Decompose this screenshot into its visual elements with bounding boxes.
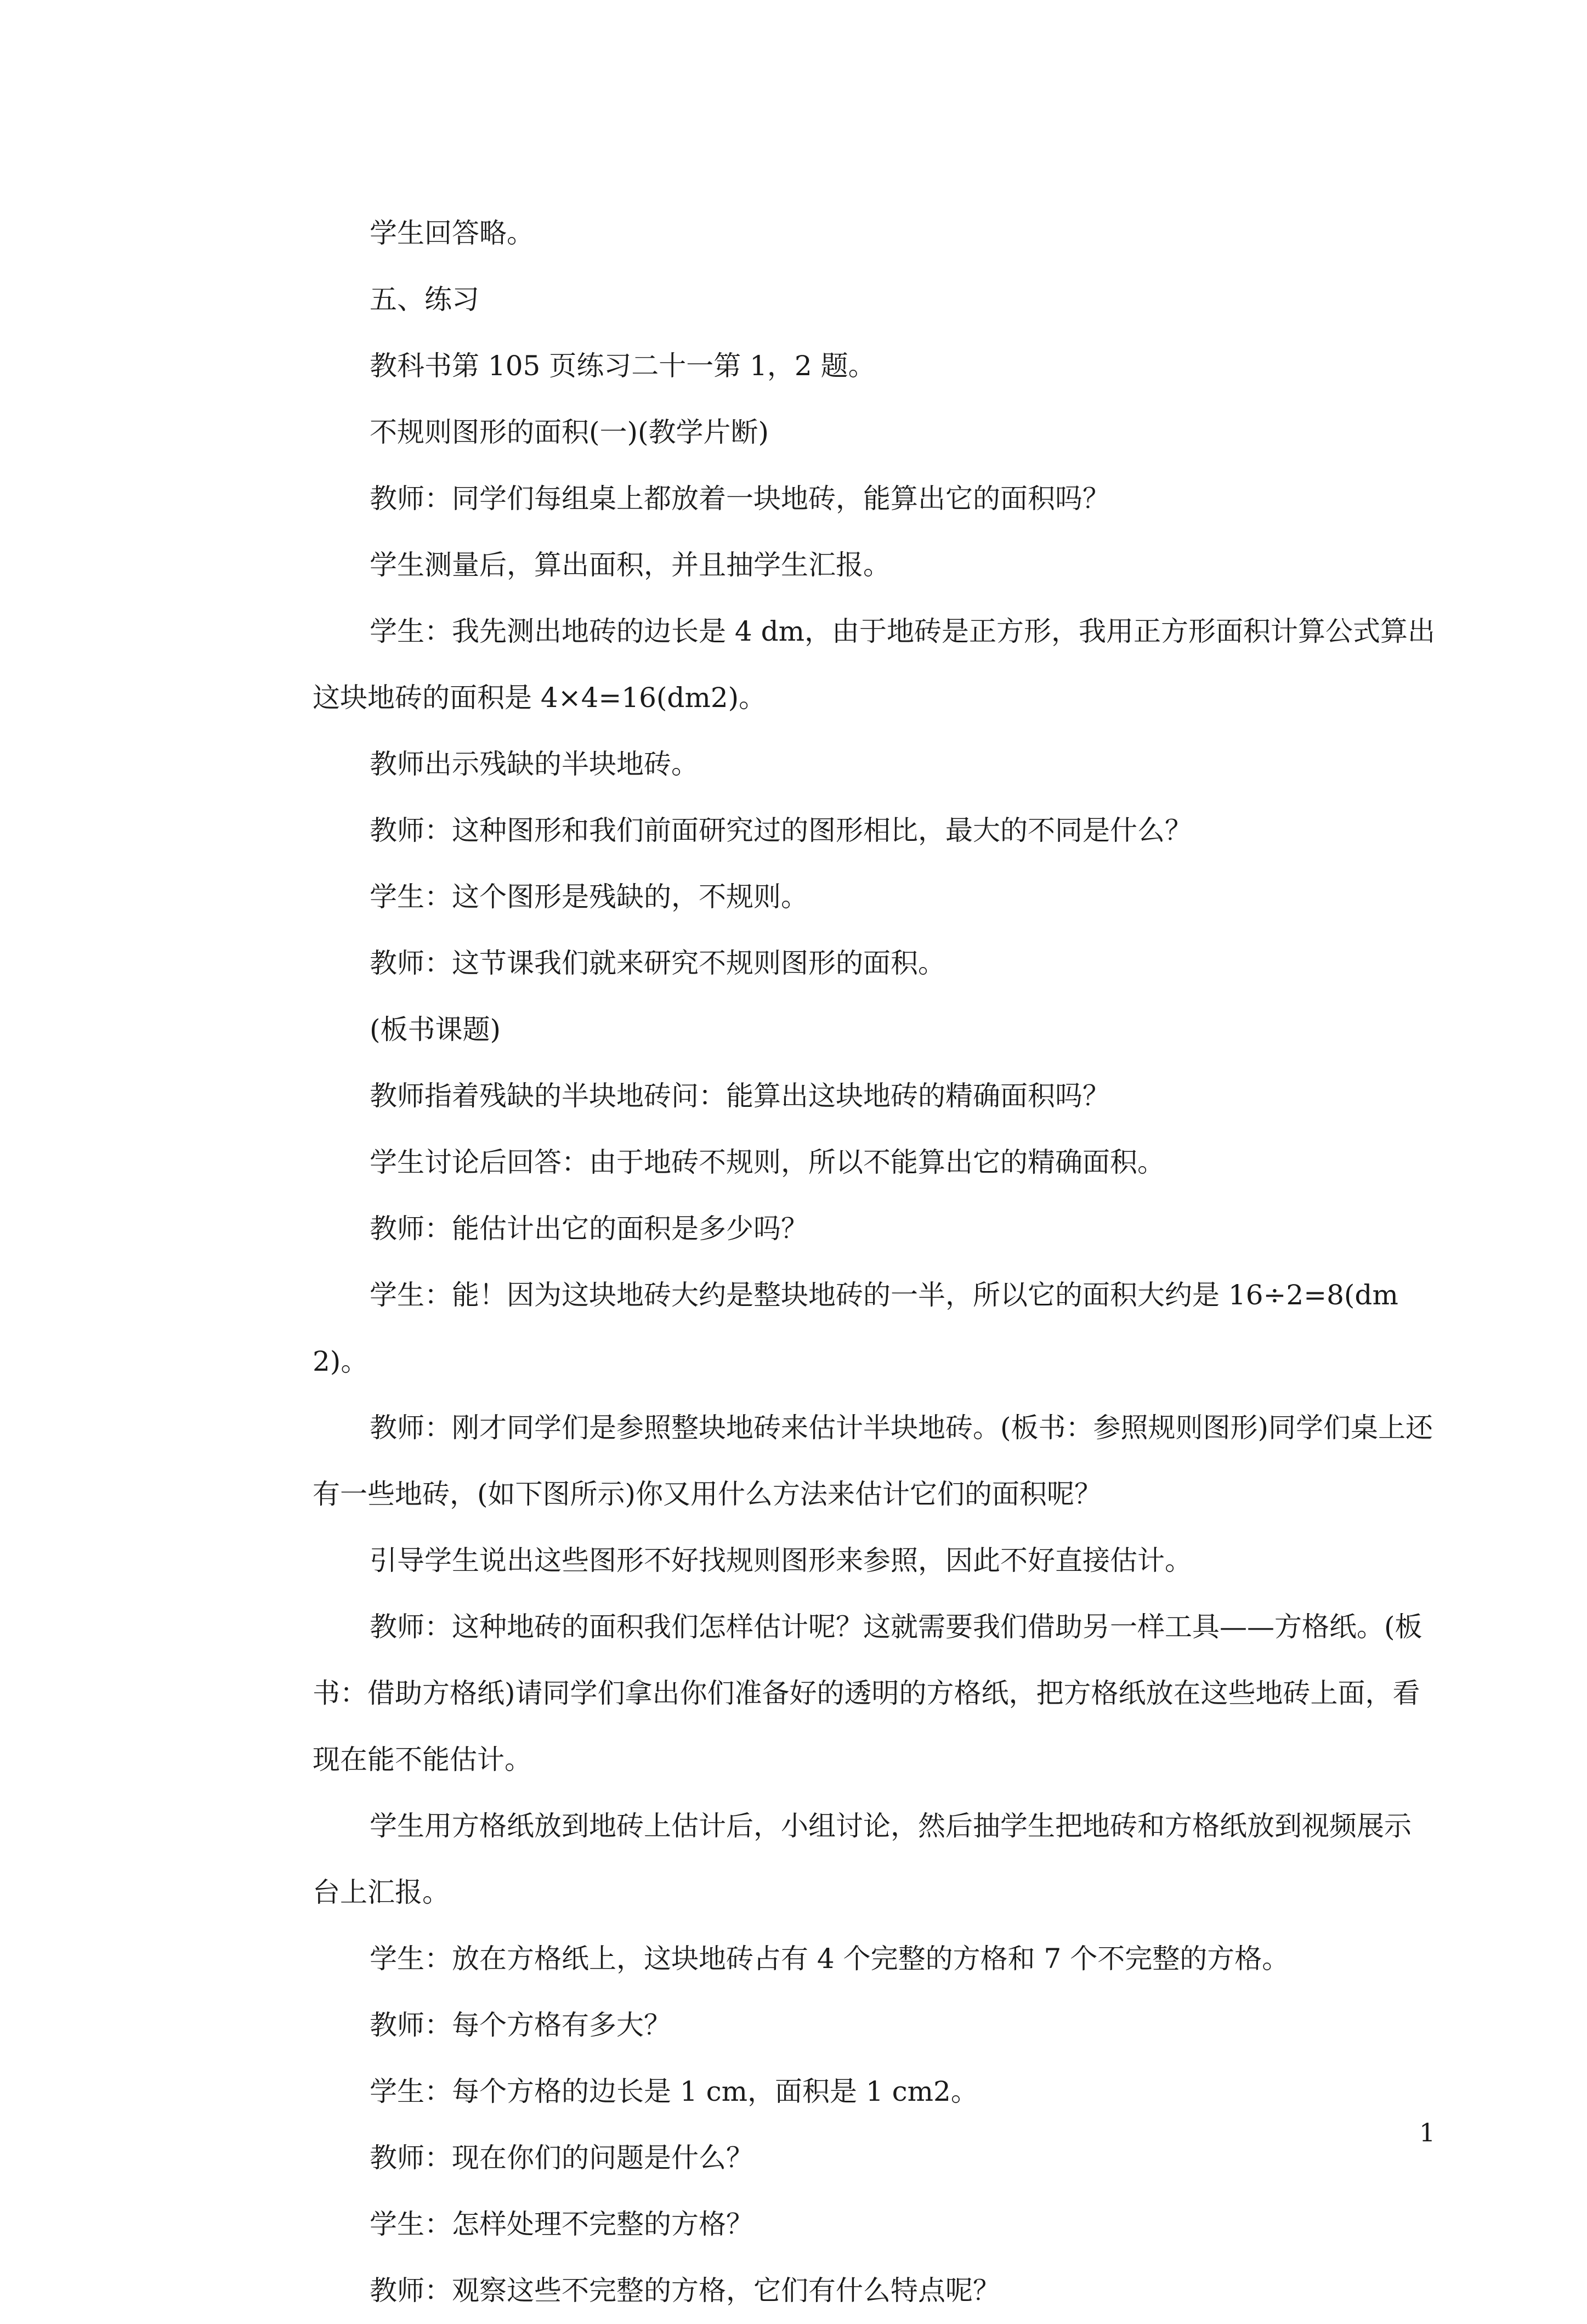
body-text [313,200,1437,2324]
page-number: 1 [1419,2118,1436,2147]
paragraph: 学生：这个图形是残缺的，不规则。 [370,881,808,913]
paragraph: (板书课题) [370,1014,501,1045]
paragraph: 学生：每个方格的边长是 1 cm，面积是 1 cm2。 [370,2076,978,2107]
section-heading: 五、练习 [370,284,479,315]
paragraph: 教师：观察这些不完整的方格，它们有什么特点呢？ [370,2275,1000,2306]
paragraph: 学生：放在方格纸上，这块地砖占有 4 个完整的方格和 7 个不完整的方格。 [370,1943,1290,1975]
paragraph: 教师出示残缺的半块地砖。 [370,748,699,780]
paragraph: 教师：能估计出它的面积是多少吗？ [370,1213,808,1245]
paragraph: 引导学生说出这些图形不好找规则图形来参照，因此不好直接估计。 [370,1545,1192,1576]
paragraph: 教师：这种地砖的面积我们怎样估计呢？这就需要我们借助另一样工具——方格纸。(板书：借助方格纸)请同学们拿出你们准备好的透明的方格纸，把方格纸放在这些地砖上面，看现在能不能估计。 [313,1611,1422,1775]
paragraph: 学生：能！因为这块地砖大约是整块地砖的一半，所以它的面积大约是 16÷2=8(dm2)。 [313,1279,1398,1377]
paragraph: 教师：这种图形和我们前面研究过的图形相比，最大的不同是什么？ [370,815,1192,846]
paragraph: 学生用方格纸放到地砖上估计后，小组讨论，然后抽学生把地砖和方格纸放到视频展示台上汇报。 [313,1810,1412,1908]
paragraph: 教师指着残缺的半块地砖问：能算出这块地砖的精确面积吗？ [370,1080,1110,1112]
paragraph: 教师：刚才同学们是参照整块地砖来估计半块地砖。(板书：参照规则图形)同学们桌上还有一些地砖，(如下图所示)你又用什么方法来估计它们的面积呢？ [313,1412,1433,1510]
paragraph: 教师：同学们每组桌上都放着一块地砖，能算出它的面积吗？ [370,483,1110,514]
paragraph: 教科书第 105 页练习二十一第 1，2 题。 [370,350,876,382]
paragraph: 学生：怎样处理不完整的方格？ [370,2208,753,2240]
paragraph: 学生：我先测出地砖的边长是 4 dm，由于地砖是正方形，我用正方形面积计算公式算出这块地砖的面积是 4×4=16(dm2)。 [313,615,1436,714]
paragraph: 教师：每个方格有多大？ [370,2009,671,2041]
paragraph: 学生回答略。 [370,217,534,249]
paragraph: 教师：这节课我们就来研究不规则图形的面积。 [370,947,945,979]
paragraph: 学生讨论后回答：由于地砖不规则，所以不能算出它的精确面积。 [370,1146,1165,1178]
lesson-title: 不规则图形的面积(一)(教学片断) [370,416,769,448]
paragraph: 教师：现在你们的问题是什么？ [370,2142,753,2174]
paragraph: 学生测量后，算出面积，并且抽学生汇报。 [370,549,891,581]
